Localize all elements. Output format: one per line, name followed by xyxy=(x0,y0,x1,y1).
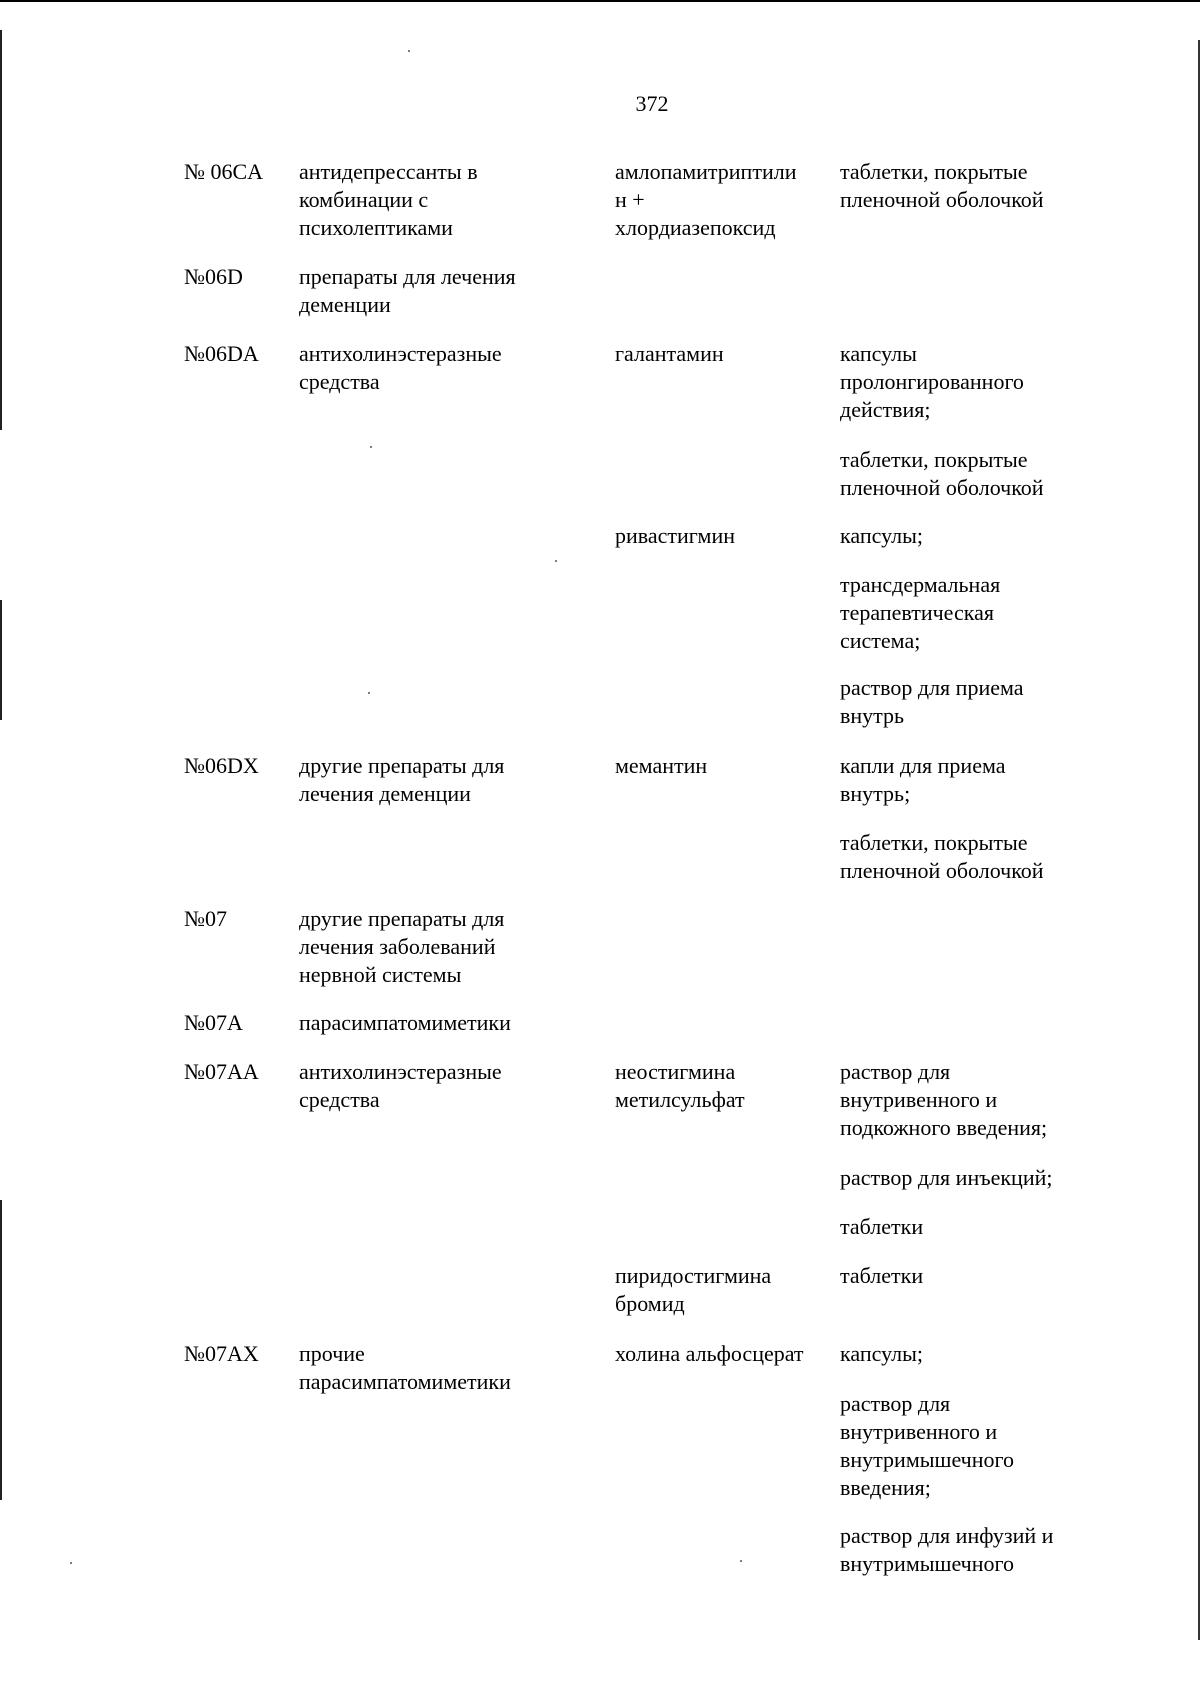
group-name-line: парасимпатомиметики xyxy=(299,1010,511,1035)
dosage-form xyxy=(840,674,1190,730)
dosage-form xyxy=(840,1058,1190,1142)
group-name xyxy=(299,340,599,396)
group-name-line: средства xyxy=(299,1087,380,1112)
dosage-form-line: введения; xyxy=(840,1475,931,1500)
atc-code: №07A xyxy=(184,1010,243,1035)
drug-name-line: метилсульфат xyxy=(615,1087,745,1112)
group-name-line: антихолинэстеразные xyxy=(299,341,502,366)
dosage-form xyxy=(840,829,1190,885)
drug-name-line: амлопамитриптили xyxy=(615,159,797,184)
dosage-form xyxy=(840,1340,1190,1368)
group-name-line: комбинации с xyxy=(299,187,429,212)
drug-name-line: пиридостигмина xyxy=(615,1263,772,1288)
group-name-line: средства xyxy=(299,369,380,394)
dosage-form-line: раствор для xyxy=(840,1059,951,1084)
dosage-form xyxy=(840,522,1190,550)
page-number: 372 xyxy=(635,91,669,116)
group-name xyxy=(299,905,599,989)
dosage-form xyxy=(840,1164,1190,1192)
dosage-form xyxy=(840,1262,1190,1290)
atc-code: №06DX xyxy=(184,753,259,778)
drug-name-line: хлордиазепоксид xyxy=(615,215,776,240)
dosage-form-line: таблетки xyxy=(840,1214,924,1239)
group-name-line: лечения заболеваний xyxy=(299,934,496,959)
group-name-line: антихолинэстеразные xyxy=(299,1059,502,1084)
drug-name xyxy=(615,1340,835,1368)
group-name-line: деменции xyxy=(299,292,391,317)
group-name-line: антидепрессанты в xyxy=(299,159,478,184)
drug-name-line: мемантин xyxy=(615,753,708,778)
dosage-form-line: внутривенного и xyxy=(840,1419,998,1444)
dosage-form-line: капли для приема xyxy=(840,753,1006,778)
dosage-form-line: действия; xyxy=(840,397,931,422)
drug-name-line: холина альфосцерат xyxy=(615,1341,804,1366)
drug-name-line: неостигмина xyxy=(615,1059,736,1084)
atc-code: №07AA xyxy=(184,1059,259,1084)
dosage-form-line: капсулы; xyxy=(840,1341,923,1366)
atc-code: №06DA xyxy=(184,341,259,366)
dosage-form-line: внутримышечного xyxy=(840,1551,1014,1576)
group-name xyxy=(299,1340,599,1396)
drug-name-line: бромид xyxy=(615,1291,685,1316)
dosage-form-line: таблетки, покрытые xyxy=(840,447,1028,472)
dosage-form xyxy=(840,158,1190,214)
group-name-line: прочие xyxy=(299,1341,365,1366)
dosage-form-line: трансдермальная xyxy=(840,572,1001,597)
dosage-form xyxy=(840,446,1190,502)
dosage-form-line: внутримышечного xyxy=(840,1447,1014,1472)
drug-name xyxy=(615,522,835,550)
drug-name xyxy=(615,1262,835,1318)
dosage-form-line: пленочной оболочкой xyxy=(840,475,1044,500)
dosage-form-line: таблетки, покрытые xyxy=(840,159,1028,184)
dosage-form-line: пролонгированного xyxy=(840,369,1024,394)
atc-code: №07AX xyxy=(184,1341,259,1366)
group-name-line: другие препараты для xyxy=(299,753,505,778)
drug-name-line: ривастигмин xyxy=(615,523,735,548)
group-name-line: нервной системы xyxy=(299,962,462,987)
atc-code: №06D xyxy=(184,264,243,289)
dosage-form xyxy=(840,571,1190,655)
dosage-form-line: таблетки, покрытые xyxy=(840,830,1028,855)
group-name xyxy=(299,752,599,808)
drug-name-line: н + xyxy=(615,187,645,212)
dosage-form-line: раствор для инъекций; xyxy=(840,1165,1053,1190)
dosage-form xyxy=(840,752,1190,808)
group-name xyxy=(299,158,599,242)
dosage-form-line: система; xyxy=(840,628,921,653)
drug-name xyxy=(615,158,835,242)
dosage-form xyxy=(840,1522,1190,1578)
dosage-form-line: раствор для xyxy=(840,1391,951,1416)
dosage-form-line: капсулы xyxy=(840,341,917,366)
group-name xyxy=(299,1009,599,1037)
dosage-form-line: внутрь; xyxy=(840,781,911,806)
dosage-form-line: раствор для инфузий и xyxy=(840,1523,1054,1548)
group-name-line: лечения деменции xyxy=(299,781,471,806)
group-name-line: психолептиками xyxy=(299,215,453,240)
dosage-form-line: пленочной оболочкой xyxy=(840,187,1044,212)
drug-name-line: галантамин xyxy=(615,341,724,366)
dosage-form-line: внутривенного и xyxy=(840,1087,998,1112)
group-name-line: другие препараты для xyxy=(299,906,505,931)
dosage-form xyxy=(840,1390,1190,1502)
drug-name xyxy=(615,752,835,780)
atc-code: № 06CA xyxy=(184,159,264,184)
dosage-form-line: раствор для приема xyxy=(840,675,1024,700)
dosage-form-line: терапевтическая xyxy=(840,600,994,625)
drug-name xyxy=(615,340,835,368)
dosage-form-line: таблетки xyxy=(840,1263,924,1288)
dosage-form-line: пленочной оболочкой xyxy=(840,858,1044,883)
atc-code: №07 xyxy=(184,906,227,931)
dosage-form-line: подкожного введения; xyxy=(840,1115,1048,1140)
dosage-form xyxy=(840,1213,1190,1241)
group-name xyxy=(299,1058,599,1114)
dosage-form-line: капсулы; xyxy=(840,523,923,548)
dosage-form-line: внутрь xyxy=(840,703,905,728)
drug-name xyxy=(615,1058,835,1114)
group-name xyxy=(299,263,599,319)
group-name-line: парасимпатомиметики xyxy=(299,1369,511,1394)
group-name-line: препараты для лечения xyxy=(299,264,516,289)
dosage-form xyxy=(840,340,1190,424)
